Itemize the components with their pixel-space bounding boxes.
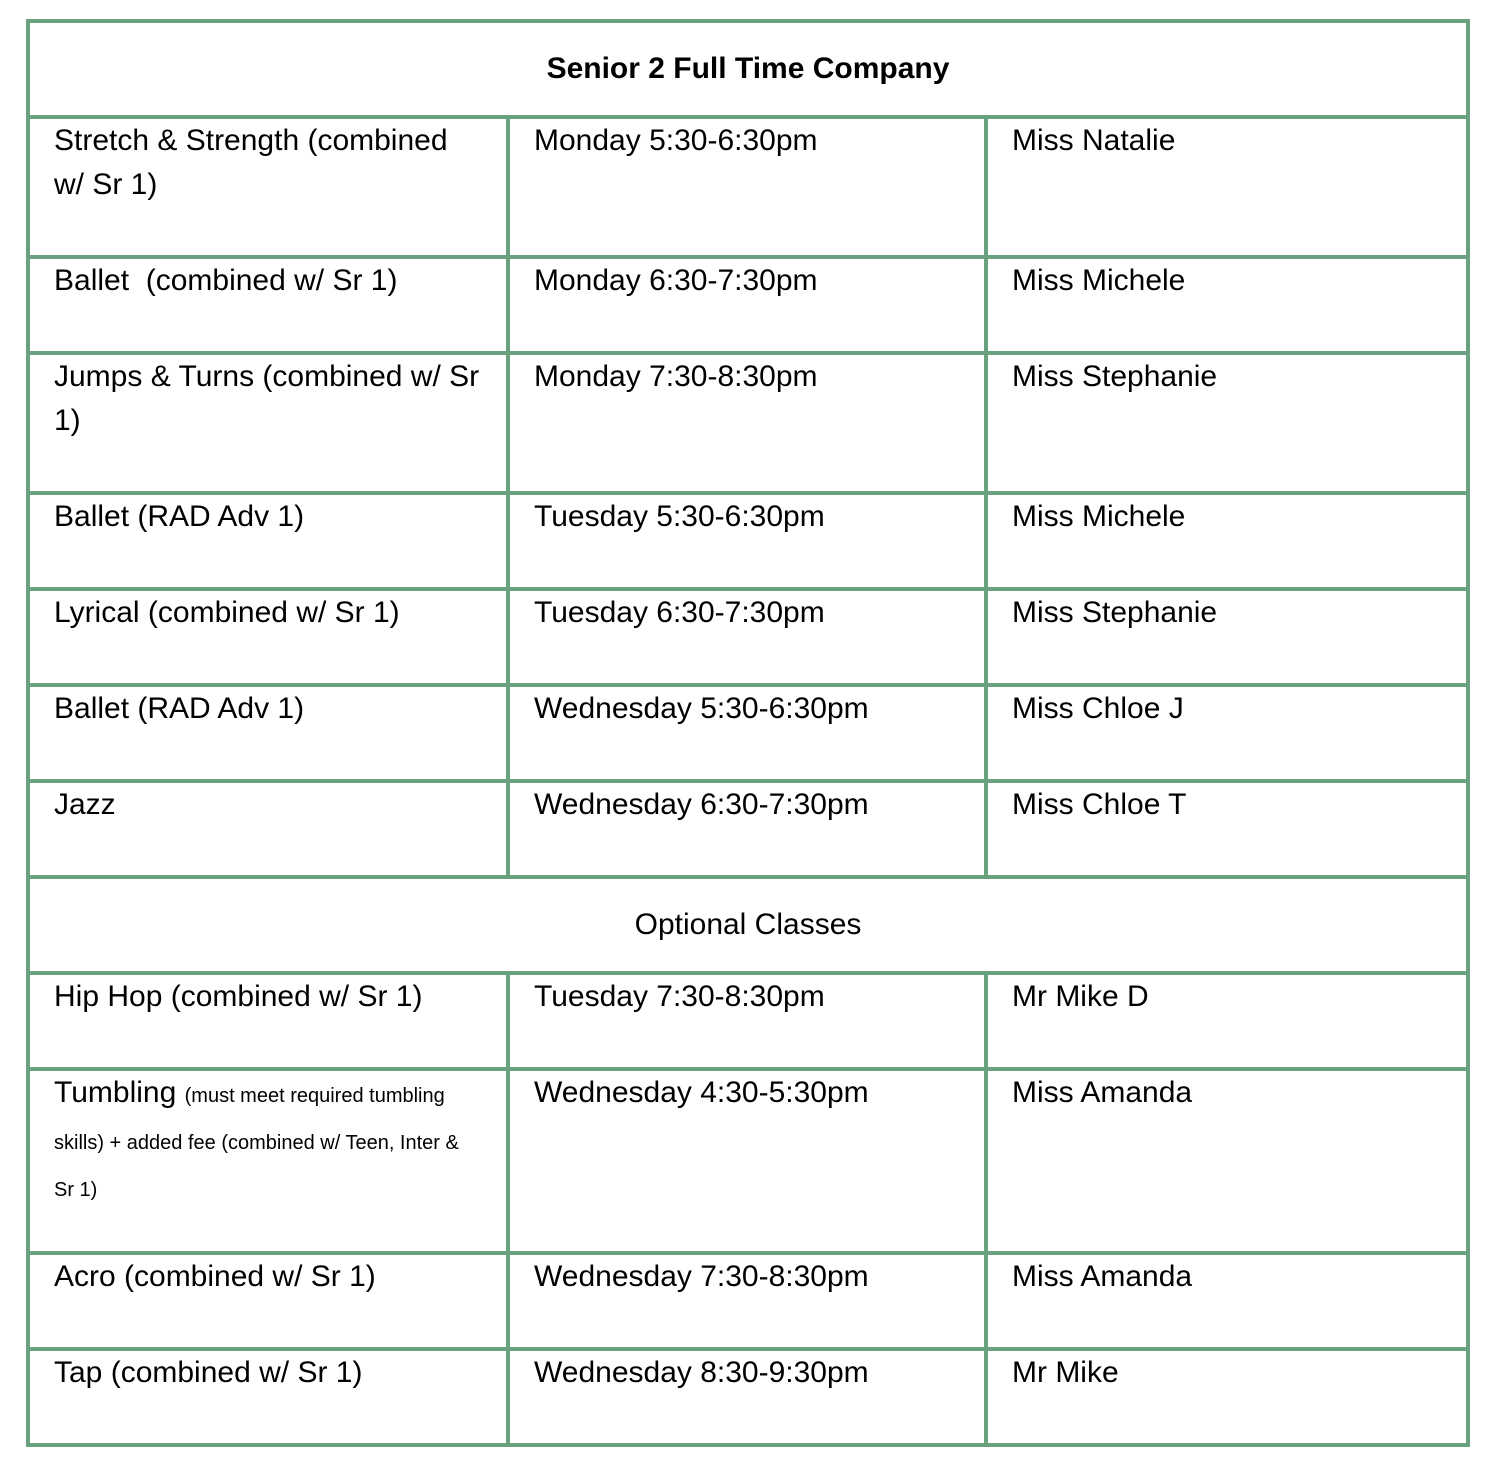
schedule-table <box>26 19 1470 1447</box>
time-cell: Wednesday 7:30-8:30pm <box>508 1253 986 1349</box>
table-row <box>28 1253 1468 1349</box>
teacher-cell: Miss Natalie <box>986 117 1468 257</box>
class-name-cell: Ballet (RAD Adv 1) <box>28 493 508 589</box>
teacher-cell: Miss Stephanie <box>986 353 1468 493</box>
class-name-cell: Jazz <box>28 781 508 877</box>
table-row <box>28 353 1468 493</box>
time-cell: Wednesday 6:30-7:30pm <box>508 781 986 877</box>
table-row <box>28 781 1468 877</box>
time-cell: Wednesday 5:30-6:30pm <box>508 685 986 781</box>
class-name-cell <box>28 1069 508 1253</box>
teacher-cell: Miss Amanda <box>986 1253 1468 1349</box>
class-name-cell: Tap (combined w/ Sr 1) <box>28 1349 508 1445</box>
class-name-cell: Jumps & Turns (combined w/ Sr 1) <box>28 353 508 493</box>
class-name-cell: Lyrical (combined w/ Sr 1) <box>28 589 508 685</box>
table-row <box>28 1349 1468 1445</box>
class-name-cell: Ballet (combined w/ Sr 1) <box>28 257 508 353</box>
time-cell: Wednesday 4:30-5:30pm <box>508 1069 986 1253</box>
class-name-cell: Ballet (RAD Adv 1) <box>28 685 508 781</box>
teacher-cell: Miss Chloe T <box>986 781 1468 877</box>
table-row <box>28 1069 1468 1253</box>
teacher-cell: Mr Mike D <box>986 973 1468 1069</box>
time-cell: Monday 5:30-6:30pm <box>508 117 986 257</box>
table-row <box>28 117 1468 257</box>
table-row <box>28 589 1468 685</box>
section-row <box>28 877 1468 973</box>
class-name: Tumbling <box>54 1076 177 1109</box>
class-name-cell: Acro (combined w/ Sr 1) <box>28 1253 508 1349</box>
class-name-cell: Hip Hop (combined w/ Sr 1) <box>28 973 508 1069</box>
table-row <box>28 493 1468 589</box>
teacher-cell: Miss Stephanie <box>986 589 1468 685</box>
table-row <box>28 973 1468 1069</box>
teacher-cell: Miss Chloe J <box>986 685 1468 781</box>
table-title: Senior 2 Full Time Company <box>28 21 1468 117</box>
teacher-cell: Miss Michele <box>986 257 1468 353</box>
optional-classes-heading: Optional Classes <box>28 877 1468 973</box>
time-cell: Wednesday 8:30-9:30pm <box>508 1349 986 1445</box>
time-cell: Monday 6:30-7:30pm <box>508 257 986 353</box>
table-row <box>28 257 1468 353</box>
title-row <box>28 21 1468 117</box>
time-cell: Tuesday 7:30-8:30pm <box>508 973 986 1069</box>
class-name-cell: Stretch & Strength (combined w/ Sr 1) <box>28 117 508 257</box>
class-note: (must meet required tumbling skills) + added fee (combined w/ Teen, Inter & Sr 1) <box>54 1085 459 1201</box>
time-cell: Tuesday 5:30-6:30pm <box>508 493 986 589</box>
teacher-cell: Miss Amanda <box>986 1069 1468 1253</box>
teacher-cell: Miss Michele <box>986 493 1468 589</box>
table-row <box>28 685 1468 781</box>
teacher-cell: Mr Mike <box>986 1349 1468 1445</box>
time-cell: Monday 7:30-8:30pm <box>508 353 986 493</box>
time-cell: Tuesday 6:30-7:30pm <box>508 589 986 685</box>
